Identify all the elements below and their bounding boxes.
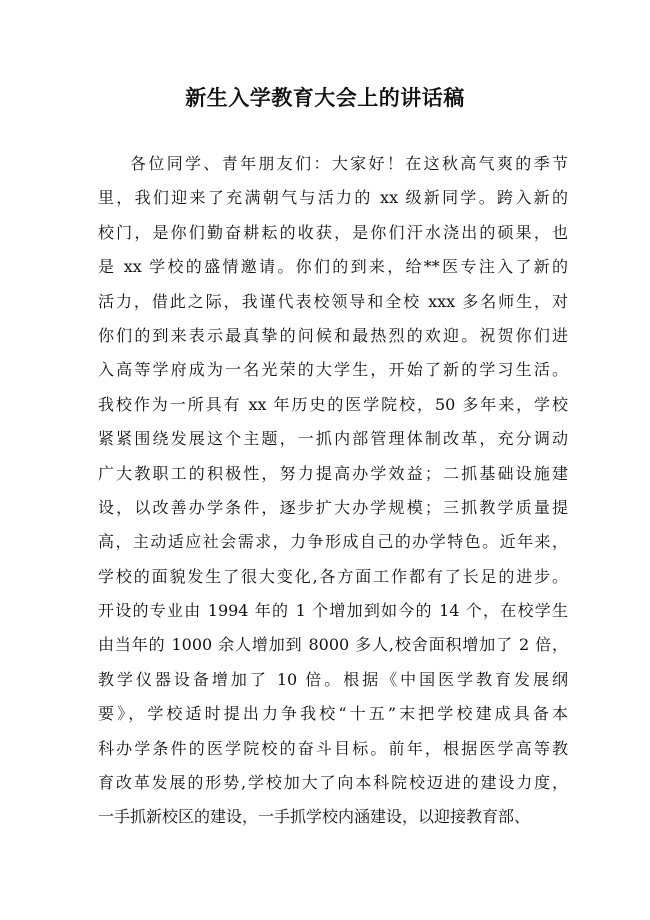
paragraph-line: 我校作为一所具有 xx 年历史的医学院校，50 多年来，学校 bbox=[98, 394, 568, 414]
paragraph-line: 活力，借此之际，我谨代表校领导和全校 xxx 多名师生，对 bbox=[98, 291, 568, 311]
paragraph-line: 教学仪器设备增加了 10 倍。根据《中国医学教育发展纲 bbox=[98, 669, 568, 689]
paragraph-line: 里，我们迎来了充满朝气与活力的 xx 级新同学。跨入新的 bbox=[98, 188, 568, 208]
paragraph-line: 设，以改善办学条件，逐步扩大办学规模；三抓教学质量提 bbox=[98, 497, 568, 517]
paragraph-line: 育改革发展的形势,学校加大了向本科院校迈进的建设力度， bbox=[98, 773, 568, 793]
paragraph-line: 由当年的 1000 余人增加到 8000 多人,校舍面积增加了 2 倍， bbox=[98, 635, 568, 655]
paragraph-line: 是 xx 学校的盛情邀请。你们的到来，给**医专注入了新的 bbox=[98, 257, 568, 277]
paragraph-line: 一手抓新校区的建设，一手抓学校内涵建设，以迎接教育部、 bbox=[98, 807, 531, 827]
paragraph-line: 开设的专业由 1994 年的 1 个增加到如今的 14 个，在校学生 bbox=[98, 601, 568, 621]
paragraph-line: 紧紧围绕发展这个主题，一抓内部管理体制改革，充分调动 bbox=[98, 429, 568, 449]
paragraph-line: 入高等学府成为一名光荣的大学生，开始了新的学习生活。 bbox=[98, 360, 568, 380]
paragraph-line: 广大教职工的积极性，努力提高办学效益；二抓基础设施建 bbox=[98, 463, 568, 483]
paragraph-line: 校门，是你们勤奋耕耘的收获，是你们汗水浇出的硕果，也 bbox=[98, 222, 568, 242]
paragraph-line: 学校的面貌发生了很大变化,各方面工作都有了长足的进步。 bbox=[98, 566, 568, 586]
page-title: 新生入学教育大会上的讲话稿 bbox=[185, 86, 465, 110]
paragraph-line: 要》，学校适时提出力争我校“十五”末把学校建成具备本 bbox=[98, 704, 568, 724]
paragraph-line: 各位同学、青年朋友们：大家好！在这秋高气爽的季节 bbox=[130, 154, 568, 173]
paragraph-line: 高，主动适应社会需求，力争形成自己的办学特色。近年来， bbox=[98, 532, 568, 552]
speech-body bbox=[98, 147, 568, 835]
paragraph-line: 科办学条件的医学院校的奋斗目标。前年，根据医学高等教 bbox=[98, 738, 568, 758]
paragraph-line: 你们的到来表示最真挚的问候和最热烈的欢迎。祝贺你们进 bbox=[98, 325, 568, 345]
